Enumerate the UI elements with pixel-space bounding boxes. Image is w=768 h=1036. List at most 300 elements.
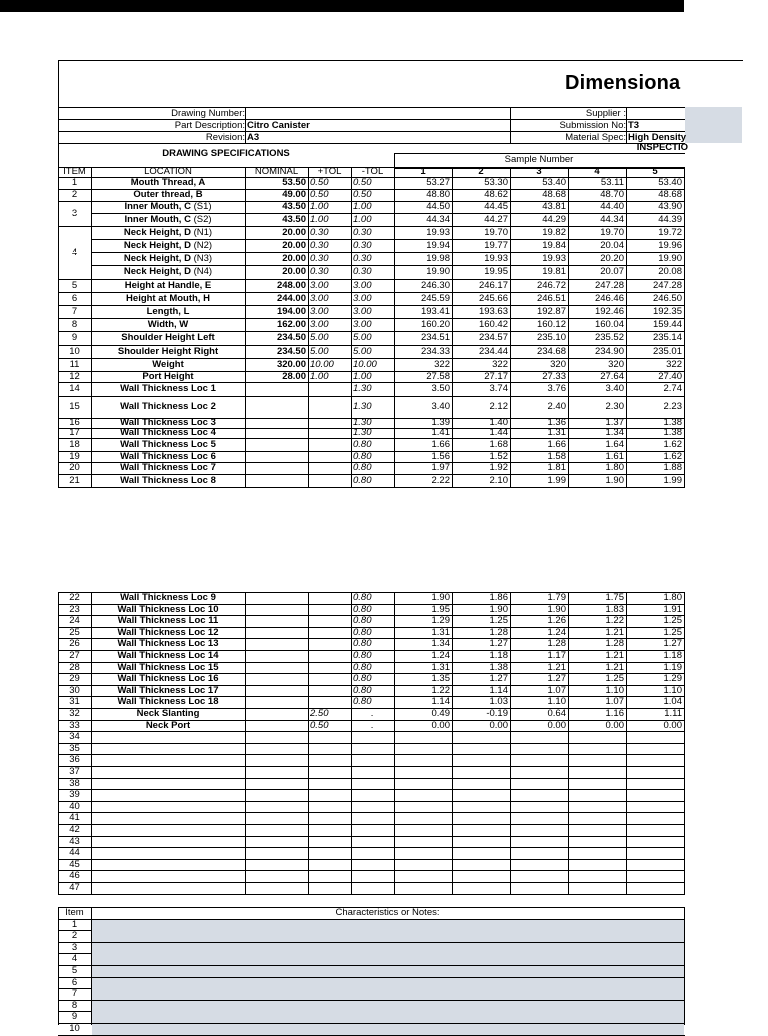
sample-value-1[interactable]: 1.95 (431, 605, 450, 615)
sample-value-5[interactable]: 235.14 (652, 332, 682, 343)
sample-value-2[interactable]: 234.44 (478, 346, 508, 357)
sample-value-1[interactable]: 53.27 (426, 177, 450, 188)
sample-value-4[interactable]: 1.28 (605, 639, 624, 649)
row-minus-tol[interactable]: 1.30 (353, 428, 372, 438)
row-plus-tol[interactable] (310, 396, 349, 418)
row-plus-tol[interactable] (310, 462, 349, 474)
sample-value-2[interactable]: 1.25 (489, 616, 508, 626)
row-nominal[interactable]: 244.00 (276, 293, 306, 304)
row-location-text: Neck Port (145, 721, 191, 731)
row-plus-tol[interactable] (310, 697, 349, 707)
sample-value-4[interactable]: 192.46 (594, 306, 624, 317)
sample-value-1[interactable]: 1.31 (431, 628, 450, 638)
row-minus-tol[interactable]: 0.80 (353, 651, 372, 661)
row-nominal[interactable]: 20.00 (282, 227, 306, 238)
sample-value-2[interactable]: 1.52 (489, 451, 508, 462)
row-nominal[interactable] (247, 451, 306, 462)
row-minus-tol[interactable]: 0.80 (353, 605, 372, 615)
row-plus-tol[interactable]: 0.30 (310, 266, 329, 277)
row-plus-tol[interactable]: 2.50 (310, 709, 329, 719)
row-plus-tol[interactable]: 1.00 (310, 201, 329, 212)
sample-value-2[interactable]: 3.74 (489, 383, 508, 394)
row-nominal[interactable]: 49.00 (282, 189, 306, 200)
sample-value-2[interactable]: 19.70 (484, 227, 508, 238)
sample-value-2[interactable]: 1.03 (489, 697, 508, 707)
row-nominal[interactable]: 43.50 (282, 214, 306, 225)
row-plus-tol[interactable] (310, 438, 349, 451)
sample-value-1[interactable]: 19.93 (426, 227, 450, 238)
header-value[interactable]: Citro Canister (247, 120, 310, 131)
sample-value-5[interactable]: 1.88 (663, 462, 682, 473)
header-value[interactable] (247, 108, 508, 119)
sample-value-5[interactable]: 1.91 (663, 605, 682, 615)
sample-value-3[interactable]: 1.58 (547, 451, 566, 462)
sample-value-3[interactable]: 0.00 (547, 721, 566, 731)
sample-value-5[interactable]: 322 (666, 359, 682, 370)
sample-value-1[interactable]: 1.29 (431, 616, 450, 626)
sample-value-5[interactable]: 235.01 (652, 346, 682, 357)
row-nominal[interactable] (247, 474, 306, 487)
sample-value-5[interactable]: 43.90 (658, 201, 682, 212)
sample-value-1[interactable]: 1.90 (431, 593, 450, 603)
sample-value-4[interactable]: 235.52 (594, 332, 624, 343)
sample-value-1[interactable]: 1.97 (431, 462, 450, 473)
sample-value-1[interactable]: 19.94 (426, 240, 450, 251)
sample-value-1[interactable]: 0.00 (431, 721, 450, 731)
sample-value-1[interactable]: 1.34 (431, 639, 450, 649)
sample-value-1[interactable]: 322 (434, 359, 450, 370)
row-plus-tol[interactable] (310, 674, 349, 684)
sample-value-3[interactable]: 1.17 (547, 651, 566, 661)
row-minus-tol[interactable]: 1.30 (353, 418, 372, 428)
sample-value-5[interactable]: 1.29 (663, 674, 682, 684)
sample-value-3[interactable]: 27.33 (542, 371, 566, 382)
sample-value-5[interactable]: 1.62 (663, 439, 682, 450)
sample-value-5[interactable]: 44.39 (658, 214, 682, 225)
sample-value-4[interactable]: 1.10 (605, 686, 624, 696)
row-minus-tol[interactable]: 0.80 (353, 674, 372, 684)
row-nominal[interactable]: 234.50 (276, 332, 306, 343)
row-location-text: Height at Mouth, H (126, 293, 210, 304)
row-minus-tol[interactable]: 1.30 (353, 401, 372, 412)
sample-value-3[interactable]: 1.31 (547, 428, 566, 438)
sample-value-2[interactable]: 0.00 (489, 721, 508, 731)
sample-value-3[interactable]: 1.10 (547, 697, 566, 707)
row-plus-tol[interactable]: 3.00 (310, 306, 329, 317)
sample-value-5[interactable]: 1.62 (663, 451, 682, 462)
notes-entry-field[interactable] (92, 920, 684, 931)
row-plus-tol[interactable]: 1.00 (310, 371, 329, 382)
sample-value-1[interactable]: 27.58 (426, 371, 450, 382)
sample-value-3[interactable]: 19.81 (542, 266, 566, 277)
sample-value-5[interactable]: 19.90 (658, 253, 682, 264)
row-minus-tol[interactable]: 0.80 (353, 628, 372, 638)
sample-value-2[interactable]: 1.28 (489, 628, 508, 638)
sample-value-4[interactable]: 3.40 (605, 383, 624, 394)
row-plus-tol[interactable] (310, 686, 349, 696)
sample-value-3[interactable]: 1.79 (547, 593, 566, 603)
sample-value-3[interactable]: 19.84 (542, 240, 566, 251)
sample-value-2[interactable]: 44.27 (484, 214, 508, 225)
sample-value-1[interactable]: 19.98 (426, 253, 450, 264)
sample-value-2[interactable]: 1.38 (489, 663, 508, 673)
row-nominal[interactable] (247, 382, 306, 396)
sample-value-3[interactable]: 19.93 (542, 253, 566, 264)
sample-value-5[interactable]: 19.96 (658, 240, 682, 251)
row-minus-tol[interactable]: 0.80 (353, 462, 372, 473)
sample-value-1[interactable]: 19.90 (426, 266, 450, 277)
row-plus-tol[interactable] (310, 593, 349, 603)
sample-value-5[interactable]: 1.27 (663, 639, 682, 649)
sample-value-5[interactable]: 1.19 (663, 663, 682, 673)
row-nominal[interactable]: 194.00 (276, 306, 306, 317)
column-line (308, 167, 309, 488)
sample-value-2[interactable]: 19.95 (484, 266, 508, 277)
sample-value-5[interactable]: 247.28 (652, 280, 682, 291)
sample-value-2[interactable]: -0.19 (486, 709, 508, 719)
sample-value-4[interactable]: 27.64 (600, 371, 624, 382)
sample-value-2[interactable]: 1.68 (489, 439, 508, 450)
sample-value-3[interactable]: 1.28 (547, 639, 566, 649)
row-location (93, 628, 243, 638)
sample-value-4[interactable]: 1.25 (605, 674, 624, 684)
row-minus-tol[interactable]: 1.00 (353, 371, 372, 382)
sample-value-5[interactable]: 1.25 (663, 628, 682, 638)
sample-value-5[interactable]: 1.11 (664, 709, 682, 719)
row-minus-tol[interactable]: 0.80 (353, 451, 372, 462)
row-minus-tol[interactable]: 0.30 (353, 227, 372, 238)
sample-value-4[interactable]: 48.70 (600, 189, 624, 200)
sample-value-4[interactable]: 246.46 (594, 293, 624, 304)
row-minus-tol[interactable]: 5.00 (353, 332, 372, 343)
header-value[interactable] (628, 108, 688, 119)
sample-value-1[interactable]: 1.41 (431, 428, 450, 438)
row-nominal[interactable] (247, 438, 306, 451)
row-minus-tol[interactable]: . (371, 721, 374, 731)
header-value[interactable]: A3 (247, 132, 260, 143)
sample-value-5[interactable]: 1.25 (663, 616, 682, 626)
sample-value-3[interactable]: 1.24 (547, 628, 566, 638)
sample-value-4[interactable]: 1.37 (605, 418, 624, 428)
sample-value-1[interactable]: 1.66 (431, 439, 450, 450)
row-nominal[interactable]: 234.50 (276, 346, 306, 357)
sample-value-4[interactable]: 1.34 (605, 428, 624, 438)
sample-value-2[interactable]: 1.40 (489, 418, 508, 428)
notes-entry-field[interactable] (92, 989, 684, 1000)
sample-value-4[interactable]: 1.75 (605, 593, 624, 603)
sample-value-4[interactable]: 2.30 (605, 401, 624, 412)
sample-value-2[interactable]: 2.10 (489, 475, 508, 486)
sample-value-2[interactable]: 1.92 (489, 462, 508, 473)
sample-value-2[interactable]: 246.17 (478, 280, 508, 291)
sample-value-5[interactable]: 0.00 (663, 721, 682, 731)
row-nominal[interactable] (247, 462, 306, 474)
sample-value-2[interactable]: 1.14 (489, 686, 508, 696)
row-minus-tol[interactable]: 0.30 (353, 240, 372, 251)
row-nominal[interactable]: 53.50 (282, 177, 306, 188)
sample-value-4[interactable]: 1.22 (605, 616, 624, 626)
sample-value-5[interactable]: 1.18 (663, 651, 682, 661)
sample-value-4[interactable]: 1.07 (605, 697, 624, 707)
sample-value-5[interactable]: 1.38 (663, 418, 682, 428)
row-plus-tol[interactable] (310, 474, 349, 487)
sample-value-1[interactable]: 1.14 (431, 697, 450, 707)
sample-value-2[interactable]: 193.63 (478, 306, 508, 317)
row-plus-tol[interactable]: 1.00 (310, 214, 329, 225)
sample-value-1[interactable]: 193.41 (420, 306, 450, 317)
sample-value-4[interactable]: 160.04 (594, 319, 624, 330)
row-nominal[interactable]: 28.00 (282, 371, 306, 382)
sample-value-5[interactable]: 2.74 (663, 383, 682, 394)
sample-value-5[interactable]: 19.72 (658, 227, 682, 238)
sample-value-5[interactable]: 1.80 (663, 593, 682, 603)
row-minus-tol[interactable]: 0.80 (353, 697, 372, 707)
sample-value-4[interactable]: 53.11 (600, 177, 624, 188)
row-minus-tol[interactable]: 1.30 (353, 383, 372, 394)
row-location (93, 252, 243, 265)
row-plus-tol[interactable]: 0.50 (310, 189, 329, 200)
sample-value-2[interactable]: 1.27 (489, 639, 508, 649)
sample-value-5[interactable]: 159.44 (652, 319, 682, 330)
sample-value-2[interactable]: 234.57 (478, 332, 508, 343)
row-plus-tol[interactable] (310, 428, 349, 438)
row-plus-tol[interactable]: 3.00 (310, 319, 329, 330)
row-plus-tol[interactable]: 3.00 (310, 293, 329, 304)
row-nominal[interactable] (247, 418, 306, 428)
sample-value-1[interactable]: 1.56 (431, 451, 450, 462)
row-minus-tol[interactable]: 3.00 (353, 280, 372, 291)
sample-value-5[interactable]: 246.50 (652, 293, 682, 304)
row-minus-tol[interactable]: 0.80 (353, 686, 372, 696)
row-plus-tol[interactable]: 0.30 (310, 240, 329, 251)
sample-value-3[interactable]: 1.27 (547, 674, 566, 684)
sample-value-1[interactable]: 245.59 (420, 293, 450, 304)
row-minus-tol[interactable]: 3.00 (353, 319, 372, 330)
notes-entry-field[interactable] (92, 1001, 684, 1012)
sample-value-5[interactable]: 27.40 (658, 371, 682, 382)
sample-value-3[interactable]: 1.66 (547, 439, 566, 450)
row-minus-tol[interactable]: 0.80 (353, 439, 372, 450)
notes-entry-field[interactable] (92, 966, 684, 977)
row-minus-tol[interactable]: 10.00 (353, 359, 377, 370)
sample-value-3[interactable]: 192.87 (536, 306, 566, 317)
row-plus-tol[interactable]: 5.00 (310, 346, 329, 357)
row-minus-tol[interactable]: 1.00 (353, 201, 372, 212)
sample-value-3[interactable]: 234.68 (536, 346, 566, 357)
sample-value-4[interactable]: 1.21 (605, 663, 624, 673)
sample-value-1[interactable]: 160.20 (420, 319, 450, 330)
sample-value-3[interactable]: 2.40 (547, 401, 566, 412)
sample-value-3[interactable]: 320 (550, 359, 566, 370)
notes-entry-field[interactable] (92, 1012, 684, 1023)
sample-value-2[interactable]: 27.17 (484, 371, 508, 382)
sample-value-2[interactable]: 1.18 (489, 651, 508, 661)
sample-value-4[interactable]: 1.90 (605, 475, 624, 486)
row-minus-tol[interactable]: 0.30 (353, 253, 372, 264)
sample-value-4[interactable]: 20.07 (600, 266, 624, 277)
sample-value-2[interactable]: 19.93 (484, 253, 508, 264)
sample-value-4[interactable]: 1.83 (605, 605, 624, 615)
sample-value-3[interactable]: 246.51 (536, 293, 566, 304)
sample-value-3[interactable]: 0.64 (547, 709, 566, 719)
sample-value-1[interactable]: 234.33 (420, 346, 450, 357)
row-plus-tol[interactable]: 10.00 (310, 359, 334, 370)
sample-value-4[interactable]: 20.20 (600, 253, 624, 264)
row-plus-tol[interactable]: 0.50 (310, 177, 329, 188)
row-plus-tol[interactable]: 3.00 (310, 280, 329, 291)
notes-entry-field[interactable] (92, 931, 684, 942)
sample-value-2[interactable]: 1.27 (489, 674, 508, 684)
sample-value-1[interactable]: 1.39 (431, 418, 450, 428)
sample-value-1[interactable]: 0.49 (431, 709, 450, 719)
sample-value-4[interactable]: 320 (608, 359, 624, 370)
header-value[interactable]: High Density (628, 132, 687, 143)
sample-value-4[interactable]: 1.61 (605, 451, 624, 462)
row-plus-tol[interactable] (310, 605, 349, 615)
row-nominal[interactable]: 43.50 (282, 201, 306, 212)
row-minus-tol[interactable]: 5.00 (353, 346, 372, 357)
sample-value-3[interactable]: 53.40 (542, 177, 566, 188)
sample-value-1[interactable]: 234.51 (420, 332, 450, 343)
row-nominal[interactable]: 20.00 (282, 266, 306, 277)
row-minus-tol[interactable]: 3.00 (353, 293, 372, 304)
sample-value-3[interactable]: 1.07 (547, 686, 566, 696)
sample-value-5[interactable]: 1.38 (663, 428, 682, 438)
sample-value-5[interactable]: 2.23 (663, 401, 682, 412)
sample-value-1[interactable]: 246.30 (420, 280, 450, 291)
sample-value-3[interactable]: 43.81 (542, 201, 566, 212)
sample-value-3[interactable]: 1.99 (547, 475, 566, 486)
row-plus-tol[interactable] (310, 639, 349, 649)
row-minus-tol[interactable]: 3.00 (353, 306, 372, 317)
sample-value-2[interactable]: 322 (492, 359, 508, 370)
row-nominal[interactable]: 162.00 (276, 319, 306, 330)
sample-value-5[interactable]: 1.99 (663, 475, 682, 486)
sample-value-2[interactable]: 2.12 (489, 401, 508, 412)
row-nominal[interactable]: 20.00 (282, 253, 306, 264)
sample-value-2[interactable]: 53.30 (484, 177, 508, 188)
sample-value-4[interactable]: 1.80 (605, 462, 624, 473)
sample-value-3[interactable]: 1.81 (547, 462, 566, 473)
row-plus-tol[interactable] (310, 451, 349, 462)
notes-entry-field[interactable] (92, 978, 684, 989)
sample-value-4[interactable]: 1.16 (605, 709, 624, 719)
sample-value-1[interactable]: 3.40 (431, 401, 450, 412)
row-plus-tol[interactable]: 0.30 (310, 227, 329, 238)
sample-value-2[interactable]: 1.86 (489, 593, 508, 603)
row-nominal[interactable]: 20.00 (282, 240, 306, 251)
sample-value-5[interactable]: 48.68 (658, 189, 682, 200)
row-plus-tol[interactable] (310, 616, 349, 626)
sample-value-5[interactable]: 1.10 (663, 686, 682, 696)
row-plus-tol[interactable] (310, 382, 349, 396)
row-minus-tol[interactable]: 0.80 (353, 616, 372, 626)
row-nominal[interactable] (247, 396, 306, 418)
sample-value-3[interactable]: 1.26 (547, 616, 566, 626)
sample-value-2[interactable]: 245.66 (478, 293, 508, 304)
sample-value-4[interactable]: 20.04 (600, 240, 624, 251)
row-plus-tol[interactable] (310, 651, 349, 661)
sample-value-4[interactable]: 0.00 (605, 721, 624, 731)
row-minus-tol[interactable]: 0.80 (353, 639, 372, 649)
sample-value-1[interactable]: 44.50 (426, 201, 450, 212)
sample-value-2[interactable]: 48.62 (484, 189, 508, 200)
row-item-number: 36 (69, 755, 80, 765)
sample-value-1[interactable]: 1.35 (431, 674, 450, 684)
sample-value-5[interactable]: 53.40 (658, 177, 682, 188)
notes-entry-field[interactable] (92, 1024, 684, 1035)
row-plus-tol[interactable]: 0.50 (310, 721, 329, 731)
row-minus-tol[interactable]: 0.80 (353, 475, 372, 486)
sample-value-3[interactable]: 44.29 (542, 214, 566, 225)
row-nominal[interactable]: 248.00 (276, 280, 306, 291)
sample-value-3[interactable]: 1.21 (547, 663, 566, 673)
sample-value-3[interactable]: 48.68 (542, 189, 566, 200)
row-minus-tol[interactable]: 0.50 (353, 177, 372, 188)
sample-value-1[interactable]: 2.22 (431, 475, 450, 486)
notes-entry-field[interactable] (92, 943, 684, 954)
row-plus-tol[interactable] (310, 628, 349, 638)
sample-value-4[interactable]: 234.90 (594, 346, 624, 357)
sample-value-4[interactable]: 44.40 (600, 201, 624, 212)
sample-value-4[interactable]: 44.34 (600, 214, 624, 225)
sample-value-4[interactable]: 1.64 (605, 439, 624, 450)
sample-value-3[interactable]: 1.36 (547, 418, 566, 428)
sample-value-3[interactable]: 19.82 (542, 227, 566, 238)
sample-value-2[interactable]: 44.45 (484, 201, 508, 212)
sample-value-3[interactable]: 160.12 (536, 319, 566, 330)
row-nominal[interactable] (247, 428, 306, 438)
sample-value-5[interactable]: 192.35 (652, 306, 682, 317)
row-plus-tol[interactable]: 0.30 (310, 253, 329, 264)
sample-value-3[interactable]: 235.10 (536, 332, 566, 343)
sample-value-4[interactable]: 1.21 (605, 628, 624, 638)
header-value[interactable]: T3 (628, 120, 640, 131)
row-minus-tol[interactable]: . (371, 709, 374, 719)
sample-value-4[interactable]: 247.28 (594, 280, 624, 291)
sample-value-2[interactable]: 19.77 (484, 240, 508, 251)
sample-value-2[interactable]: 1.90 (489, 605, 508, 615)
sample-value-1[interactable]: 44.34 (426, 214, 450, 225)
sample-value-1[interactable]: 1.31 (431, 663, 450, 673)
sample-value-2[interactable]: 160.42 (478, 319, 508, 330)
sample-value-2[interactable]: 1.44 (489, 428, 508, 438)
row-nominal[interactable]: 320.00 (276, 359, 306, 370)
row-minus-tol[interactable]: 0.50 (353, 189, 372, 200)
sample-value-5[interactable]: 20.08 (658, 266, 682, 277)
sample-value-1[interactable]: 1.22 (431, 686, 450, 696)
sample-value-3[interactable]: 3.76 (547, 383, 566, 394)
sample-value-1[interactable]: 1.24 (431, 651, 450, 661)
row-minus-tol[interactable]: 1.00 (353, 214, 372, 225)
row-minus-tol[interactable]: 0.80 (353, 593, 372, 603)
sample-value-5[interactable]: 1.04 (663, 697, 682, 707)
row-plus-tol[interactable]: 5.00 (310, 332, 329, 343)
notes-entry-field[interactable] (92, 954, 684, 965)
sample-value-3[interactable]: 246.72 (536, 280, 566, 291)
sample-value-1[interactable]: 3.50 (431, 383, 450, 394)
sample-value-4[interactable]: 1.21 (605, 651, 624, 661)
sample-value-1[interactable]: 48.80 (426, 189, 450, 200)
column-line (58, 167, 59, 488)
title-left-border (58, 60, 59, 108)
row-minus-tol[interactable]: 0.80 (353, 663, 372, 673)
row-plus-tol[interactable] (310, 663, 349, 673)
row-minus-tol[interactable]: 0.30 (353, 266, 372, 277)
sample-value-3[interactable]: 1.90 (547, 605, 566, 615)
row-plus-tol[interactable] (310, 418, 349, 428)
sample-value-4[interactable]: 19.70 (600, 227, 624, 238)
